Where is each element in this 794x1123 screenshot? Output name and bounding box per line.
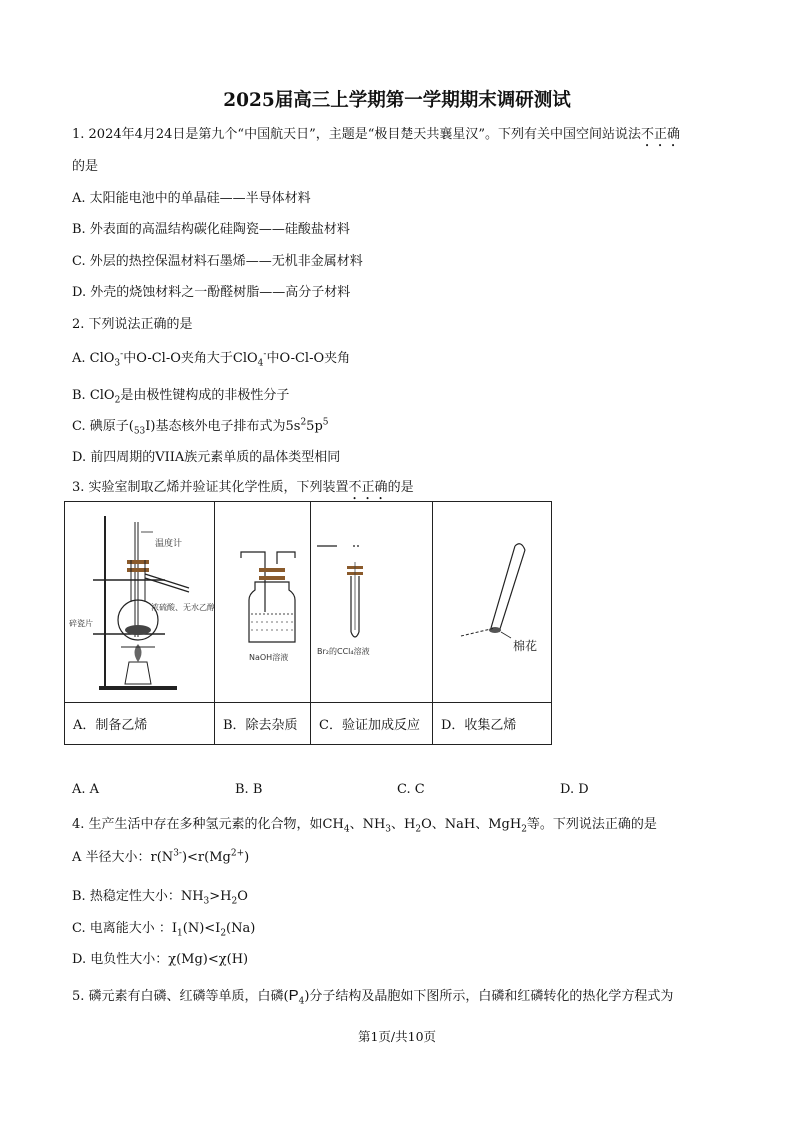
- caption-c: C．验证加成反应: [311, 703, 433, 745]
- q1-stem: 1. 2024年4月24日是第九个“中国航天日”，主题是“极目楚天共襄星汉”。下列有关中国空间站说法不正确: [72, 127, 681, 142]
- gas-washing-bottle-diagram: [215, 502, 310, 698]
- q2-option-a: A. ClO$_3$-中O-Cl-O夹角大于ClO$_4$-中O-Cl-O夹角: [72, 349, 351, 369]
- q3-answer-b: B. B: [235, 782, 263, 797]
- q3-stem: 3. 实验室制取乙烯并验证其化学性质，下列装置不正确的是: [72, 480, 414, 495]
- q4-option-d: D. 电负性大小：χ(Mg)<χ(H): [72, 952, 249, 967]
- gas-collection-diagram: [433, 502, 551, 698]
- caption-a: A．制备乙烯: [65, 703, 215, 745]
- q4-option-b: B. 热稳定性大小：$NH_3>H_2O$: [72, 889, 248, 907]
- q1-option-a: A. 太阳能电池中的单晶硅——半导体材料: [72, 191, 311, 206]
- q2-option-d: D. 前四周期的VIIA族元素单质的晶体类型相同: [72, 450, 341, 465]
- apparatus-b-cell: [215, 502, 311, 703]
- apparatus-table: [64, 501, 552, 745]
- q1-option-b: B. 外表面的高温结构碳化硅陶瓷——硅酸盐材料: [72, 222, 350, 237]
- q2-stem: 2. 下列说法正确的是: [72, 317, 193, 332]
- bromine-test-tube-diagram: [311, 502, 432, 698]
- page-footer: 第1页/共10页: [357, 1029, 437, 1044]
- q3-answer-d: D. D: [560, 782, 589, 797]
- reagent-label: 浓硫酸、无水乙醇: [151, 603, 214, 612]
- caption-d: D．收集乙烯: [433, 703, 552, 745]
- q1-stem-cont: 的是: [72, 159, 99, 174]
- stones-label: 碎瓷片: [69, 619, 93, 628]
- apparatus-c-cell: [311, 502, 433, 703]
- cotton-label: 棉花: [513, 639, 538, 653]
- q4-stem: 4. 生产生活中存在多种氢元素的化合物，如$CH_4$、$NH_3$、$H_2O$、NaH、MgH$_2$等。下列说法正确的是: [72, 817, 657, 835]
- thermometer-label: 温度计: [155, 539, 183, 549]
- caption-b: B．除去杂质: [215, 703, 311, 745]
- page-title: 2025届高三上学期第一学期期末调研测试: [223, 90, 571, 111]
- ethylene-generator-diagram: [65, 502, 214, 698]
- q4-option-c: C. 电离能大小 ：$I_1(N)<I_2(Na)$: [72, 921, 256, 939]
- q1-option-c: C. 外层的热控保温材料石墨烯——无机非金属材料: [72, 254, 363, 269]
- naoh-label: NaOH溶液: [249, 653, 289, 662]
- q3-answer-a: A. A: [72, 782, 100, 797]
- apparatus-d-cell: [433, 502, 552, 703]
- q4-option-a: A 半径大小：$r(N^{3-})<r(Mg^{2+})$: [72, 848, 250, 865]
- q1-option-d: D. 外壳的烧蚀材料之一酚醛树脂——高分子材料: [72, 285, 351, 300]
- q2-option-c: C. 碘原子$(_{53}I)$基态核外电子排布式为$5s^25p^5$: [72, 417, 329, 437]
- q3-answer-c: C. C: [397, 782, 425, 797]
- q2-option-b: B. ClO$_2$是由极性键构成的非极性分子: [72, 388, 290, 406]
- q5-stem: 5. 磷元素有白磷、红磷等单质，白磷$(P_4)$分子结构及晶胞如下图所示，白磷和红磷转化的热化学方程式为: [72, 987, 674, 1007]
- apparatus-a-cell: [65, 502, 215, 703]
- br2-label: Br₂的CCl₄溶液: [317, 647, 370, 656]
